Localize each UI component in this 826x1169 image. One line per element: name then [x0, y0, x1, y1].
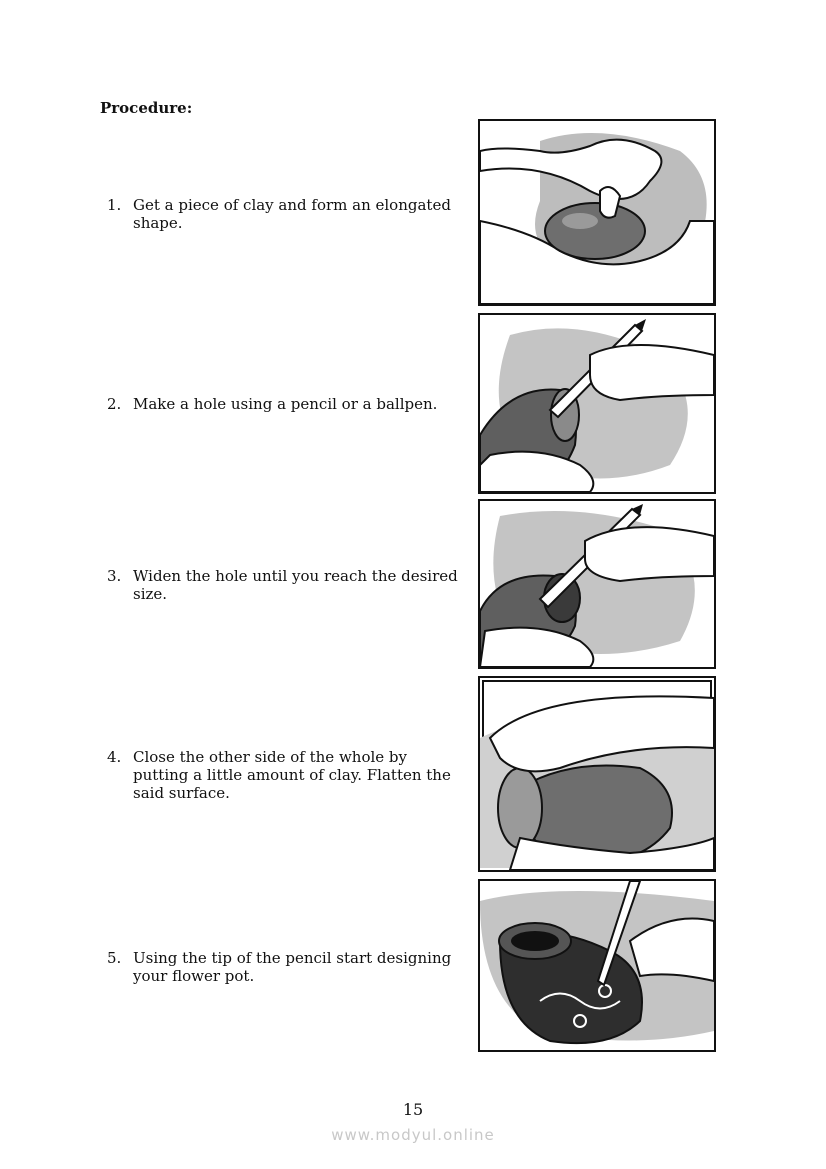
procedure-heading: Procedure:	[100, 99, 193, 117]
step-text: Widen the hole until you reach the desired size.	[133, 567, 458, 603]
step-1-illustration	[478, 119, 716, 306]
hands-shaping-clay-illustration	[480, 121, 714, 304]
procedure-step-2	[107, 395, 462, 413]
procedure-step-1	[107, 196, 462, 232]
step-3-illustration	[478, 499, 716, 669]
step-4-illustration	[478, 676, 716, 872]
step-text: Make a hole using a pencil or a ballpen.	[133, 395, 438, 413]
step-number: 3.	[107, 567, 122, 585]
page-number: 15	[402, 1100, 424, 1119]
pencil-designing-pot-illustration	[480, 881, 714, 1050]
step-text: Using the tip of the pencil start designing your flower pot.	[133, 949, 452, 985]
procedure-step-3	[107, 567, 462, 603]
closing-pot-bottom-illustration	[480, 678, 714, 870]
step-number: 1.	[107, 196, 122, 214]
step-5-illustration	[478, 879, 716, 1052]
pencil-widening-hole-illustration	[480, 501, 714, 667]
step-2-illustration	[478, 313, 716, 494]
step-text: Close the other side of the whole by putting a little amount of clay. Flatten the said surface.	[133, 748, 451, 802]
step-number: 2.	[107, 395, 122, 413]
step-text: Get a piece of clay and form an elongated shape.	[133, 196, 451, 232]
procedure-step-5	[107, 949, 462, 985]
step-number: 4.	[107, 748, 122, 766]
procedure-step-4	[107, 748, 462, 802]
watermark: www.modyul.online	[331, 1126, 495, 1144]
pencil-making-hole-illustration	[480, 315, 714, 492]
step-number: 5.	[107, 949, 122, 967]
